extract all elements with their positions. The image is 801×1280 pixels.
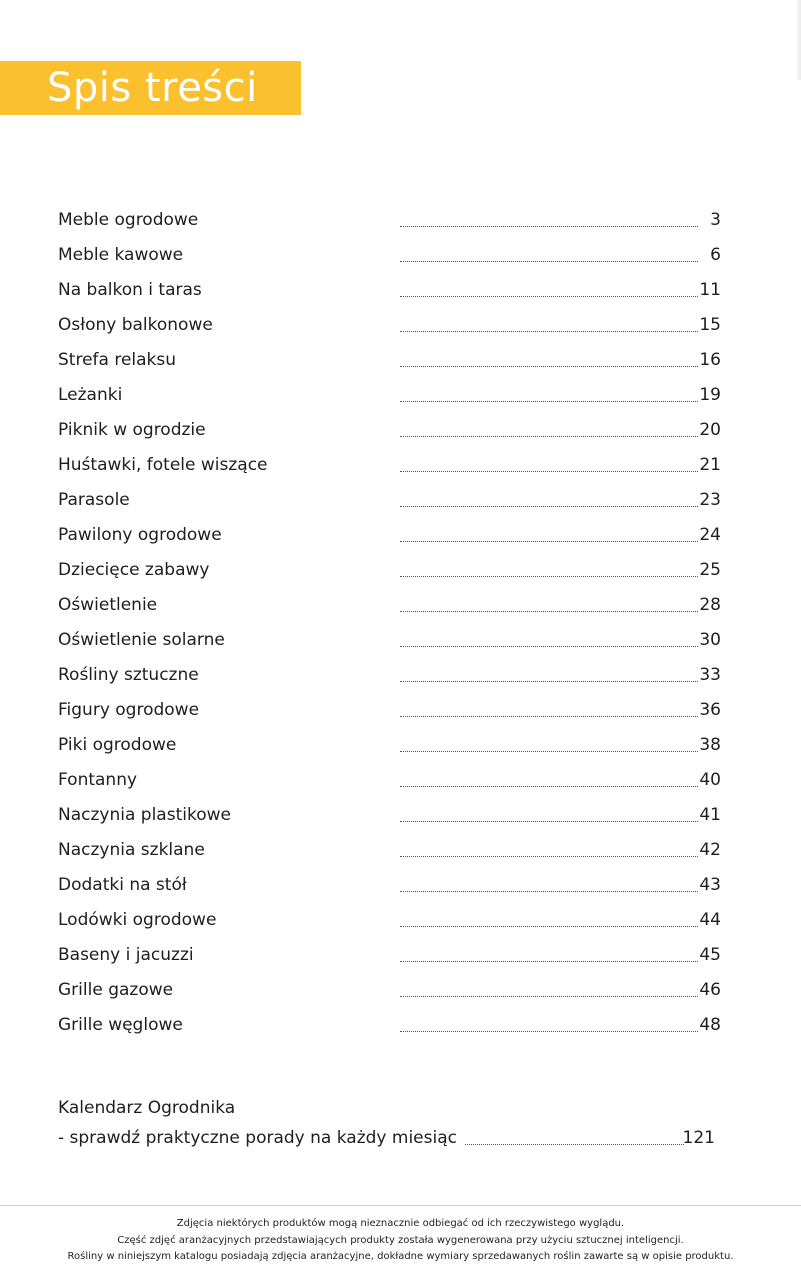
footer-note: Rośliny w niniejszym katalogu posiadają zdjęcia aranżacyjne, dokładne wymiary sprzedawanych roślin zawarte są w opisie produktu. xyxy=(67,1251,734,1262)
calendar-subtitle: - sprawdź praktyczne porady na każdy miesiąc xyxy=(58,1128,457,1148)
toc-label: Naczynia plastikowe xyxy=(58,805,231,825)
toc-dot-leader xyxy=(400,331,698,332)
toc-row[interactable] xyxy=(58,973,721,1008)
toc-row[interactable] xyxy=(58,518,721,553)
toc-row[interactable] xyxy=(58,553,721,588)
toc-row[interactable] xyxy=(58,483,721,518)
toc-label: Osłony balkonowe xyxy=(58,315,213,335)
toc-dot-leader xyxy=(400,261,698,262)
toc-page-number: 3 xyxy=(710,210,721,230)
toc-page-number: 33 xyxy=(699,665,721,685)
toc-dot-leader xyxy=(400,471,698,472)
toc-dot-leader xyxy=(400,366,698,367)
toc-page-number: 43 xyxy=(699,875,721,895)
toc-label: Dodatki na stół xyxy=(58,875,187,895)
toc-label: Rośliny sztuczne xyxy=(58,665,199,685)
toc-dot-leader xyxy=(400,401,698,402)
toc-dot-leader xyxy=(400,296,698,297)
toc-page-number: 21 xyxy=(699,455,721,475)
toc-label: Oświetlenie solarne xyxy=(58,630,225,650)
toc-dot-leader xyxy=(400,611,698,612)
toc-dot-leader xyxy=(400,646,698,647)
toc-row[interactable] xyxy=(58,763,721,798)
toc-label: Dziecięce zabawy xyxy=(58,560,210,580)
toc-label: Meble kawowe xyxy=(58,245,184,265)
toc-label: Naczynia szklane xyxy=(58,840,205,860)
toc-dot-leader xyxy=(400,786,698,787)
toc-dot-leader xyxy=(400,226,698,227)
toc-dot-leader xyxy=(400,926,698,927)
footer-disclaimer xyxy=(0,1216,801,1266)
toc-label: Baseny i jacuzzi xyxy=(58,945,194,965)
toc-row[interactable] xyxy=(58,833,721,868)
toc-dot-leader xyxy=(400,716,698,717)
toc-row[interactable] xyxy=(58,273,721,308)
toc-page-number: 20 xyxy=(699,420,721,440)
toc-row[interactable] xyxy=(58,798,721,833)
toc-row[interactable] xyxy=(58,203,721,238)
toc-dot-leader xyxy=(400,856,698,857)
toc-label: Fontanny xyxy=(58,770,138,790)
toc-row[interactable] xyxy=(58,658,721,693)
toc-row[interactable] xyxy=(58,693,721,728)
calendar-title: Kalendarz Ogrodnika xyxy=(58,1098,236,1118)
toc-dot-leader xyxy=(400,1031,698,1032)
toc-page-number: 15 xyxy=(699,315,721,335)
toc-row[interactable] xyxy=(58,938,721,973)
toc-row[interactable] xyxy=(58,903,721,938)
toc-dot-leader xyxy=(400,961,698,962)
calendar-page-number: 121 xyxy=(682,1128,715,1148)
toc-dot-leader xyxy=(400,751,698,752)
toc-label: Parasole xyxy=(58,490,130,510)
toc-row[interactable] xyxy=(58,588,721,623)
toc-dot-leader xyxy=(400,541,698,542)
footer-divider xyxy=(0,1205,801,1206)
toc-page-number: 30 xyxy=(699,630,721,650)
toc-row[interactable] xyxy=(58,623,721,658)
toc-row[interactable] xyxy=(58,728,721,763)
toc-page-number: 25 xyxy=(699,560,721,580)
toc-label: Na balkon i taras xyxy=(58,280,202,300)
toc-page-number: 44 xyxy=(699,910,721,930)
toc-page-number: 36 xyxy=(699,700,721,720)
toc-page-number: 28 xyxy=(699,595,721,615)
toc-page-number: 6 xyxy=(710,245,721,265)
toc-dot-leader xyxy=(400,996,698,997)
toc-row[interactable] xyxy=(58,238,721,273)
toc-dot-leader xyxy=(400,821,698,822)
toc-page-number: 42 xyxy=(699,840,721,860)
toc-page-number: 19 xyxy=(699,385,721,405)
page-edge-shadow xyxy=(795,0,801,80)
toc-label: Grille węglowe xyxy=(58,1015,183,1035)
toc-dot-leader xyxy=(400,576,698,577)
toc-label: Oświetlenie xyxy=(58,595,158,615)
toc-dot-leader xyxy=(400,891,698,892)
toc-page-number: 46 xyxy=(699,980,721,1000)
toc-label: Leżanki xyxy=(58,385,123,405)
footer-note: Część zdjęć aranżacyjnych przedstawiających produkty została wygenerowana przy użyciu sztucznej inteligencji. xyxy=(117,1234,684,1246)
toc-dot-leader xyxy=(400,681,698,682)
toc-label: Huśtawki, fotele wiszące xyxy=(58,455,268,475)
toc-label: Strefa relaksu xyxy=(58,350,177,370)
toc-page-number: 11 xyxy=(699,280,721,300)
toc-row[interactable] xyxy=(58,448,721,483)
toc-row[interactable] xyxy=(58,868,721,903)
toc-row[interactable] xyxy=(58,343,721,378)
toc-label: Pawilony ogrodowe xyxy=(58,525,222,545)
toc-page-number: 45 xyxy=(699,945,721,965)
toc-row[interactable] xyxy=(58,378,721,413)
toc-page-number: 23 xyxy=(699,490,721,510)
page-title: Spis treści xyxy=(47,65,258,111)
toc-label: Figury ogrodowe xyxy=(58,700,200,720)
toc-dot-leader xyxy=(400,506,698,507)
toc-label: Piki ogrodowe xyxy=(58,735,177,755)
toc-row[interactable] xyxy=(58,308,721,343)
toc-label: Meble ogrodowe xyxy=(58,210,199,230)
toc-page-number: 24 xyxy=(699,525,721,545)
toc-page-number: 38 xyxy=(699,735,721,755)
calendar-dot-leader xyxy=(465,1144,684,1145)
toc-page-number: 40 xyxy=(699,770,721,790)
toc-page-number: 48 xyxy=(699,1015,721,1035)
toc-label: Piknik w ogrodzie xyxy=(58,420,206,440)
title-banner xyxy=(0,61,301,115)
toc-row[interactable] xyxy=(58,1008,721,1043)
footer-note: Zdjęcia niektórych produktów mogą nieznacznie odbiegać od ich rzeczywistego wyglądu. xyxy=(176,1218,625,1229)
toc-row[interactable] xyxy=(58,413,721,448)
toc-page-number: 41 xyxy=(699,805,721,825)
table-of-contents xyxy=(58,203,721,1043)
toc-label: Grille gazowe xyxy=(58,980,174,1000)
toc-dot-leader xyxy=(400,436,698,437)
toc-page-number: 16 xyxy=(699,350,721,370)
toc-label: Lodówki ogrodowe xyxy=(58,910,217,930)
